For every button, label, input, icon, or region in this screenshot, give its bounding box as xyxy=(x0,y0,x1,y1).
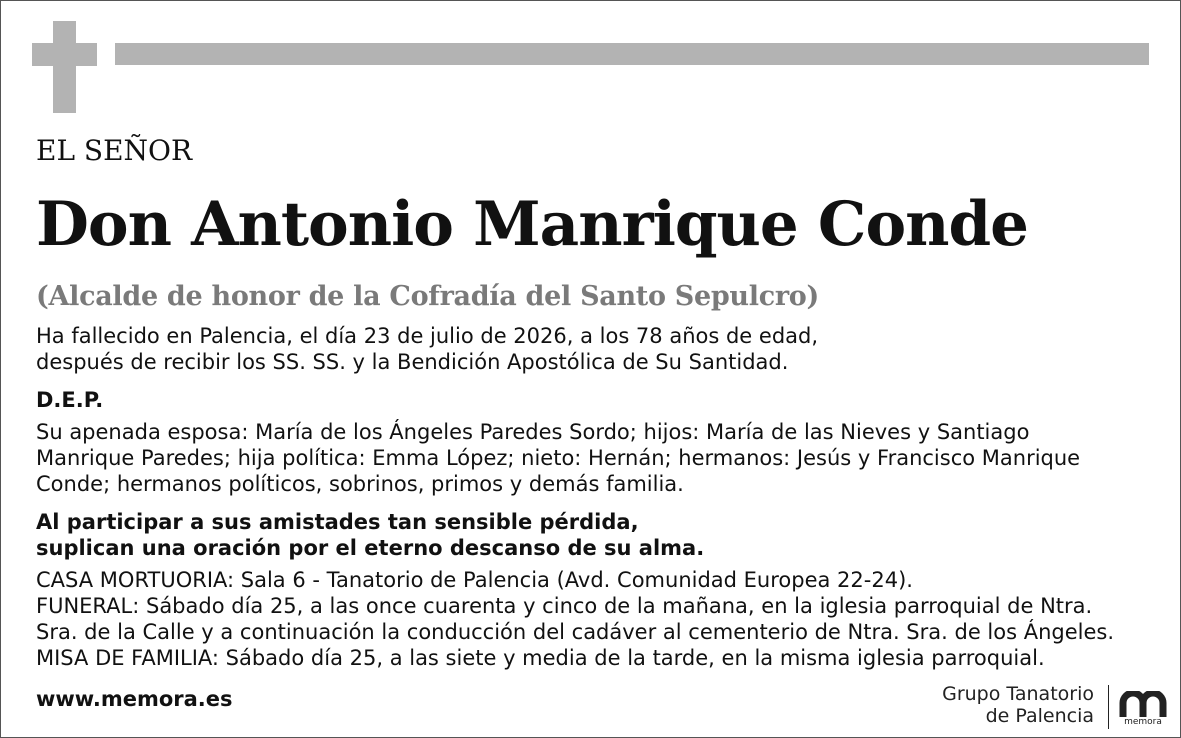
death-paragraph xyxy=(36,323,818,375)
header-rule xyxy=(115,43,1149,65)
info-line-2: FUNERAL: Sábado día 25, a las once cuarenta y cinco de la mañana, en la iglesia parroquial de Ntra. xyxy=(36,594,1093,618)
family-line-2: Manrique Paredes; hija política: Emma López; nieto: Hernán; hermanos: Jesús y Francisco Manrique xyxy=(36,446,1081,470)
request-paragraph xyxy=(36,509,704,561)
info-line-3: Sra. de la Calle y a continuación la conducción del cadáver al cementerio de Ntra. Sra. de los Ángeles. xyxy=(36,620,1115,644)
death-line-1: Ha fallecido en Palencia, el día 23 de julio de 2026, a los 78 años de edad, xyxy=(36,324,819,348)
honorific: EL SEÑOR xyxy=(36,134,193,167)
death-line-2: después de recibir los SS. SS. y la Bendición Apostólica de Su Santidad. xyxy=(36,350,789,374)
website-link[interactable]: www.memora.es xyxy=(36,687,233,711)
grupo-tanatorio-label xyxy=(942,683,1094,727)
family-line-3: Conde; hermanos políticos, sobrinos, primos y demás familia. xyxy=(36,472,684,496)
deceased-title: (Alcalde de honor de la Cofradía del Santo Sepulcro) xyxy=(36,281,819,312)
info-line-4: MISA DE FAMILIA: Sábado día 25, a las siete y media de la tarde, en la misma iglesia parroquial. xyxy=(36,646,1045,670)
service-info xyxy=(36,567,1114,671)
memora-wordmark: memora xyxy=(1124,717,1162,727)
grupo-line-2: de Palencia xyxy=(985,705,1094,727)
request-line-1: Al participar a sus amistades tan sensible pérdida, xyxy=(36,510,639,534)
grupo-line-1: Grupo Tanatorio xyxy=(942,683,1094,705)
info-line-1: CASA MORTUORIA: Sala 6 - Tanatorio de Palencia (Avd. Comunidad Europea 22-24). xyxy=(36,568,913,592)
family-line-1: Su apenada esposa: María de los Ángeles Paredes Sordo; hijos: María de las Nieves y Santiago xyxy=(36,420,1030,444)
cross-icon-vertical xyxy=(53,21,76,113)
footer-divider xyxy=(1108,685,1109,729)
family-paragraph xyxy=(36,419,1080,497)
request-line-2: suplican una oración por el eterno descanso de su alma. xyxy=(36,536,705,560)
deceased-name: Don Antonio Manrique Conde xyxy=(36,189,1028,260)
cross-icon-horizontal xyxy=(32,43,97,66)
dep-label: D.E.P. xyxy=(36,388,104,412)
